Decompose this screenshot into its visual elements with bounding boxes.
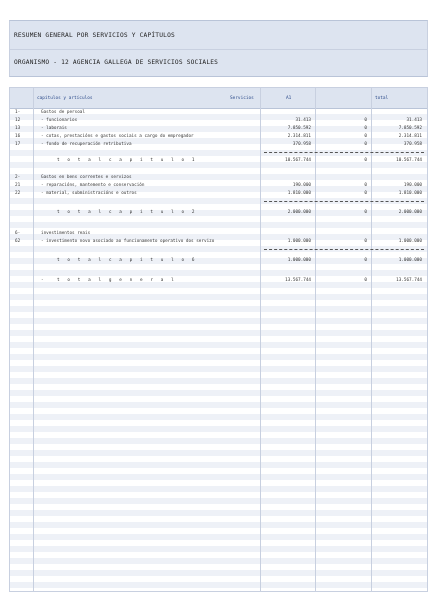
row-a1-value: 13.567.744 bbox=[285, 278, 311, 283]
table-row bbox=[10, 133, 427, 141]
table-row bbox=[10, 125, 427, 133]
table-row bbox=[10, 230, 427, 238]
row-description: - cotas, prestacións e gastos sociais a cargo do empregador bbox=[41, 134, 194, 139]
subtotal-separator bbox=[264, 201, 424, 202]
report-page bbox=[9, 20, 428, 592]
report-title: RESUMEN GENERAL POR SERVICIOS Y CAPÍTULOS bbox=[14, 32, 175, 39]
row-total-value: 190.000 bbox=[403, 183, 422, 188]
row-description: Gastos de persoal bbox=[41, 110, 85, 115]
row-mid-value: 0 bbox=[364, 134, 367, 139]
row-a1-value: 31.413 bbox=[295, 118, 311, 123]
report-title-band bbox=[9, 20, 428, 49]
row-a1-value: 190.000 bbox=[292, 183, 311, 188]
row-total-value: 1.000.000 bbox=[398, 239, 422, 244]
row-mid-value: 0 bbox=[364, 278, 367, 283]
row-code: 12 bbox=[15, 118, 21, 123]
subtotal-separator bbox=[264, 249, 424, 250]
row-total-value: 31.413 bbox=[406, 118, 422, 123]
row-a1-value: 2.314.811 bbox=[287, 134, 311, 139]
row-code: 21 bbox=[15, 183, 21, 188]
row-a1-value: 7.850.592 bbox=[287, 126, 311, 131]
row-total-value: 2.000.000 bbox=[398, 210, 422, 215]
row-description: - reparacións, mantemento e conservación bbox=[41, 183, 145, 188]
row-code: 1- bbox=[15, 110, 21, 115]
row-mid-value: 0 bbox=[364, 126, 367, 131]
row-total-value: 10.567.744 bbox=[396, 158, 422, 163]
col-header-chapters: capítulos y artículos bbox=[37, 96, 93, 101]
chapter-total-label: t o t a l c a p í t u l o 1 bbox=[57, 158, 198, 163]
row-a1-value: 1.000.000 bbox=[287, 258, 311, 263]
row-a1-value: 370.958 bbox=[292, 142, 311, 147]
row-description: - funcionarios bbox=[41, 118, 78, 123]
table-row bbox=[10, 182, 427, 190]
organism-band bbox=[9, 49, 428, 77]
table-row bbox=[10, 109, 427, 117]
row-code: 22 bbox=[15, 191, 21, 196]
col-header-a1: A1 bbox=[286, 96, 292, 101]
chapter-total-row bbox=[10, 257, 427, 265]
row-code: 62 bbox=[15, 239, 21, 244]
row-mid-value: 0 bbox=[364, 118, 367, 123]
row-mid-value: 0 bbox=[364, 191, 367, 196]
row-code: 6- bbox=[15, 231, 21, 236]
grand-total-row bbox=[10, 277, 427, 285]
chapter-total-row bbox=[10, 209, 427, 217]
row-a1-value: 1.810.000 bbox=[287, 191, 311, 196]
row-total-value: 13.567.744 bbox=[396, 278, 422, 283]
row-a1-value: 10.567.744 bbox=[285, 158, 311, 163]
col-header-total: total bbox=[375, 96, 389, 101]
table-row bbox=[10, 141, 427, 149]
row-code: 16 bbox=[15, 134, 21, 139]
summary-table bbox=[9, 87, 428, 592]
table-row bbox=[10, 174, 427, 182]
row-total-value: 1.810.000 bbox=[398, 191, 422, 196]
chapter-total-label: t o t a l c a p í t u l o 2 bbox=[57, 210, 198, 215]
row-description: - fondo de recuperación retributiva bbox=[41, 142, 132, 147]
organism-title: ORGANISMO - 12 AGENCIA GALLEGA DE SERVICIOS SOCIALES bbox=[14, 59, 219, 66]
row-code: 17 bbox=[15, 142, 21, 147]
table-row bbox=[10, 190, 427, 198]
table-row bbox=[10, 117, 427, 125]
row-a1-value: 2.000.000 bbox=[287, 210, 311, 215]
row-description: investimentos reais bbox=[41, 231, 91, 236]
row-code: - bbox=[41, 278, 44, 283]
row-code: 2- bbox=[15, 175, 21, 180]
row-mid-value: 0 bbox=[364, 258, 367, 263]
row-description: - laborais bbox=[41, 126, 67, 131]
row-code: 13 bbox=[15, 126, 21, 131]
row-mid-value: 0 bbox=[364, 183, 367, 188]
row-mid-value: 0 bbox=[364, 158, 367, 163]
table-header bbox=[10, 88, 427, 109]
grand-total-label: t o t a l g e n e r a l bbox=[57, 278, 177, 283]
row-total-value: 7.850.592 bbox=[398, 126, 422, 131]
row-total-value: 2.314.811 bbox=[398, 134, 422, 139]
row-a1-value: 1.000.000 bbox=[287, 239, 311, 244]
row-description: - investimento novo asociado ao funcionamento operativo dos servizo bbox=[41, 239, 215, 244]
row-mid-value: 0 bbox=[364, 239, 367, 244]
row-description: Gastos en bens correntes e servizos bbox=[41, 175, 132, 180]
row-mid-value: 0 bbox=[364, 142, 367, 147]
subtotal-separator bbox=[264, 152, 424, 153]
table-row bbox=[10, 238, 427, 246]
chapter-total-row bbox=[10, 157, 427, 165]
row-mid-value: 0 bbox=[364, 210, 367, 215]
col-header-services: Servicios bbox=[230, 96, 254, 101]
chapter-total-label: t o t a l c a p í t u l o 6 bbox=[57, 258, 198, 263]
row-description: - material, subministracións e outros bbox=[41, 191, 137, 196]
row-total-value: 1.000.000 bbox=[398, 258, 422, 263]
row-total-value: 370.958 bbox=[403, 142, 422, 147]
